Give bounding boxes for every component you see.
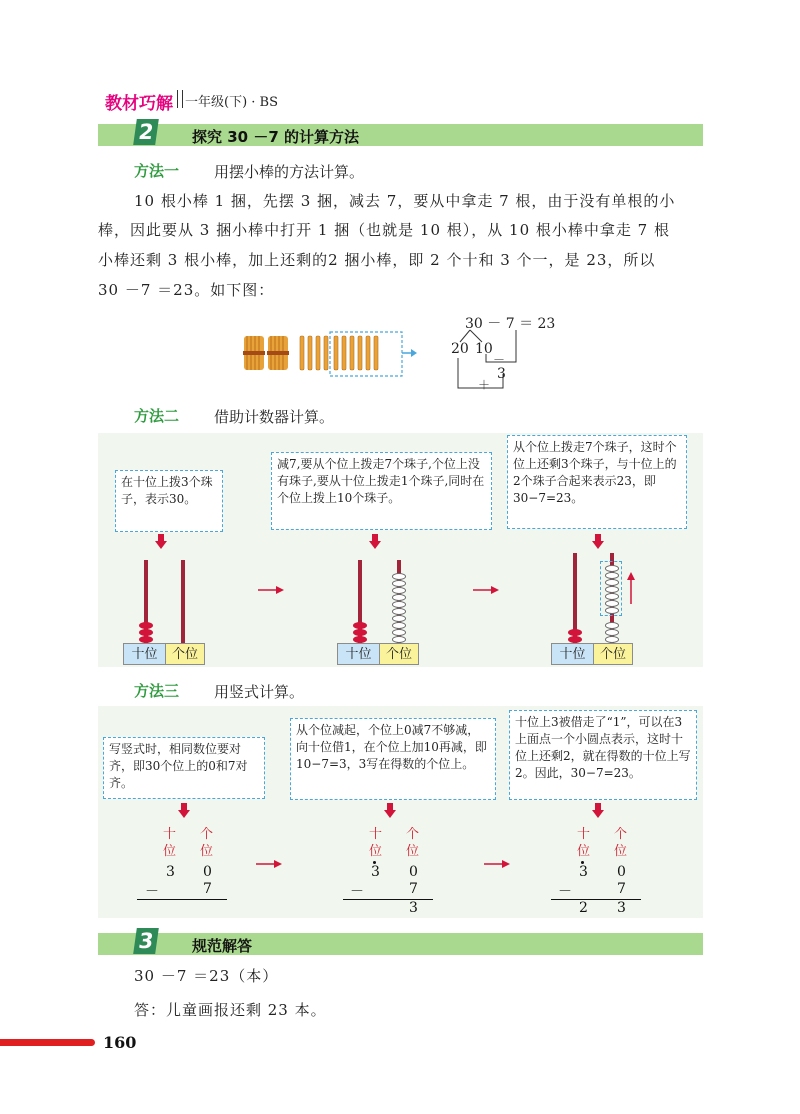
abacus1-ones-label: 个位 bbox=[165, 643, 205, 665]
ring-bead bbox=[392, 636, 406, 643]
arrow-right-icon bbox=[411, 349, 417, 357]
calc3-operator: － bbox=[558, 884, 572, 900]
calc1-rule bbox=[137, 899, 227, 900]
calc2-tens-header-2: 位 bbox=[369, 844, 383, 859]
right-arrow-icon bbox=[256, 859, 282, 869]
calc1-ones-header: 个 bbox=[200, 827, 214, 842]
method1-line-4: 30 －7 ＝23。如下图： bbox=[98, 281, 275, 299]
down-arrow-icon bbox=[592, 534, 604, 550]
vertical-note-3: 十位上3被借走了“1”，可以在3上面点一个小圆点表示，这时十位上还剩2，就在得数的十位上写2。因此，30−7=23。 bbox=[509, 710, 697, 800]
calc3-top-tens: 3 bbox=[579, 864, 588, 880]
ring-bead bbox=[392, 615, 406, 622]
ring-bead bbox=[605, 629, 619, 636]
answer-equation: 30 －7 ＝23（本） bbox=[134, 967, 279, 985]
down-arrow-icon bbox=[178, 803, 190, 819]
abacus-note-2: 减7,要从个位上拨走7个珠子,个位上没有珠子,要从十位上拨走1个珠子,同时在个位上拨上10个珠子。 bbox=[271, 452, 492, 530]
edition-label: 一年级(下) · BS bbox=[185, 95, 278, 110]
method1-line-1: 10 根小棒 1 捆，先摆 3 捆，减去 7，要从中拿走 7 根，由于没有单根的小 bbox=[134, 192, 676, 210]
ring-bead bbox=[605, 622, 619, 629]
stick-bundle-1 bbox=[243, 336, 265, 370]
ring-bead bbox=[392, 601, 406, 608]
right-arrow-icon bbox=[258, 585, 284, 595]
calc2-top-ones: 0 bbox=[409, 864, 418, 880]
down-arrow-icon bbox=[155, 534, 167, 550]
ring-bead bbox=[392, 629, 406, 636]
bead bbox=[139, 629, 153, 636]
method3-desc: 用竖式计算。 bbox=[214, 683, 305, 701]
right-arrow-icon bbox=[484, 859, 510, 869]
section-number-3: 3 bbox=[133, 928, 159, 954]
bead bbox=[353, 629, 367, 636]
ring-bead bbox=[392, 622, 406, 629]
ring-bead bbox=[392, 594, 406, 601]
calc2-tens-header: 十 bbox=[369, 827, 383, 842]
abacus2-tens-label: 十位 bbox=[337, 643, 380, 665]
split-minus: － bbox=[493, 353, 506, 367]
ring-bead bbox=[605, 636, 619, 643]
method1-desc: 用摆小棒的方法计算。 bbox=[214, 163, 365, 181]
calc2-rule bbox=[343, 899, 433, 900]
abacus3-ones-label: 个位 bbox=[593, 643, 633, 665]
calc2-sub: 7 bbox=[409, 881, 418, 897]
calc1-sub: 7 bbox=[203, 881, 212, 897]
vertical-note-1: 写竖式时，相同数位要对齐，即30个位上的0和7对齐。 bbox=[103, 737, 265, 799]
stick-bundle-2 bbox=[267, 336, 289, 370]
bead bbox=[139, 636, 153, 643]
bead bbox=[353, 622, 367, 629]
calc1-tens-header: 十 bbox=[163, 827, 177, 842]
section-title-2: 探究 30 －7 的计算方法 bbox=[192, 128, 359, 146]
calc3-sub: 7 bbox=[617, 881, 626, 897]
calc3-tens-header-2: 位 bbox=[577, 844, 591, 859]
bead bbox=[568, 636, 582, 643]
calc3-ones-header-2: 位 bbox=[614, 844, 628, 859]
calc1-top-tens: 3 bbox=[166, 864, 175, 880]
method2-label: 方法二 bbox=[134, 407, 180, 425]
abacus-note-3: 从个位上拨走7个珠子，这时个位上还剩3个珠子，与十位上的2个珠子合起来表示23，即30−7=23。 bbox=[507, 435, 687, 529]
page-number-bar bbox=[0, 1039, 95, 1046]
calc1-ones-header-2: 位 bbox=[200, 844, 214, 859]
split-rest: 3 bbox=[497, 366, 506, 382]
abacus2-ones-label: 个位 bbox=[379, 643, 419, 665]
loose-sticks bbox=[300, 336, 378, 370]
calc3-top-ones: 0 bbox=[617, 864, 626, 880]
calc2-top-tens: 3 bbox=[371, 864, 380, 880]
calc3-rule bbox=[551, 899, 641, 900]
method1-line-2: 棒，因此要从 3 捆小棒中打开 1 捆（也就是 10 根），从 10 根小棒中拿走 7 根 bbox=[98, 221, 670, 239]
calc3-tens-header: 十 bbox=[577, 827, 591, 842]
down-arrow-icon bbox=[369, 534, 381, 550]
bead bbox=[568, 629, 582, 636]
abacus3-tens-label: 十位 bbox=[551, 643, 594, 665]
calc3-result-ones: 3 bbox=[617, 900, 626, 916]
abacus1-ones-rod bbox=[181, 560, 185, 643]
bead bbox=[353, 636, 367, 643]
removed-beads-box bbox=[600, 561, 622, 616]
header-separator bbox=[177, 90, 183, 108]
sticks-illustration bbox=[238, 330, 418, 380]
page-number: 160 bbox=[103, 1033, 137, 1052]
answer-text: 答：儿童画报还剩 23 本。 bbox=[134, 1001, 327, 1019]
split-right: 10 bbox=[475, 341, 493, 357]
ring-bead bbox=[392, 608, 406, 615]
calc2-ones-header: 个 bbox=[406, 827, 420, 842]
method3-label: 方法三 bbox=[134, 682, 180, 700]
ring-bead bbox=[392, 573, 406, 580]
calc3-result-tens: 2 bbox=[579, 900, 588, 916]
calc2-operator: － bbox=[350, 884, 364, 900]
down-arrow-icon bbox=[592, 803, 604, 819]
calc1-top-ones: 0 bbox=[203, 864, 212, 880]
ring-bead bbox=[392, 587, 406, 594]
calc2-result-ones: 3 bbox=[409, 900, 418, 916]
method2-desc: 借助计数器计算。 bbox=[214, 408, 335, 426]
down-arrow-icon bbox=[384, 803, 396, 819]
section-bar-2 bbox=[98, 124, 703, 146]
right-arrow-icon bbox=[473, 585, 499, 595]
calc1-tens-header-2: 位 bbox=[163, 844, 177, 859]
split-left: 20 bbox=[451, 341, 469, 357]
calc2-ones-header-2: 位 bbox=[406, 844, 420, 859]
abacus1-tens-label: 十位 bbox=[123, 643, 166, 665]
book-title: 教材巧解 bbox=[105, 94, 173, 114]
split-plus: ＋ bbox=[478, 378, 491, 392]
abacus-note-1: 在十位上拨3个珠子，表示30。 bbox=[115, 470, 223, 532]
method1-label: 方法一 bbox=[134, 162, 180, 180]
split-equation: 30 － 7 ＝ 23 bbox=[465, 316, 556, 332]
section-title-3: 规范解答 bbox=[192, 937, 253, 955]
up-arrow-icon bbox=[626, 572, 636, 604]
method1-line-3: 小棒还剩 3 根小棒，加上还剩的2 捆小棒，即 2 个十和 3 个一，是 23，所以 bbox=[98, 251, 656, 269]
calc1-operator: － bbox=[145, 884, 159, 900]
section-bar-3 bbox=[98, 933, 703, 955]
calc3-ones-header: 个 bbox=[614, 827, 628, 842]
ring-bead bbox=[392, 580, 406, 587]
section-number-2: 2 bbox=[133, 119, 159, 145]
vertical-note-2: 从个位减起，个位上0减7不够减，向十位借1，在个位上加10再减，即10−7=3，3写在得数的个位上。 bbox=[290, 718, 496, 800]
bead bbox=[139, 622, 153, 629]
